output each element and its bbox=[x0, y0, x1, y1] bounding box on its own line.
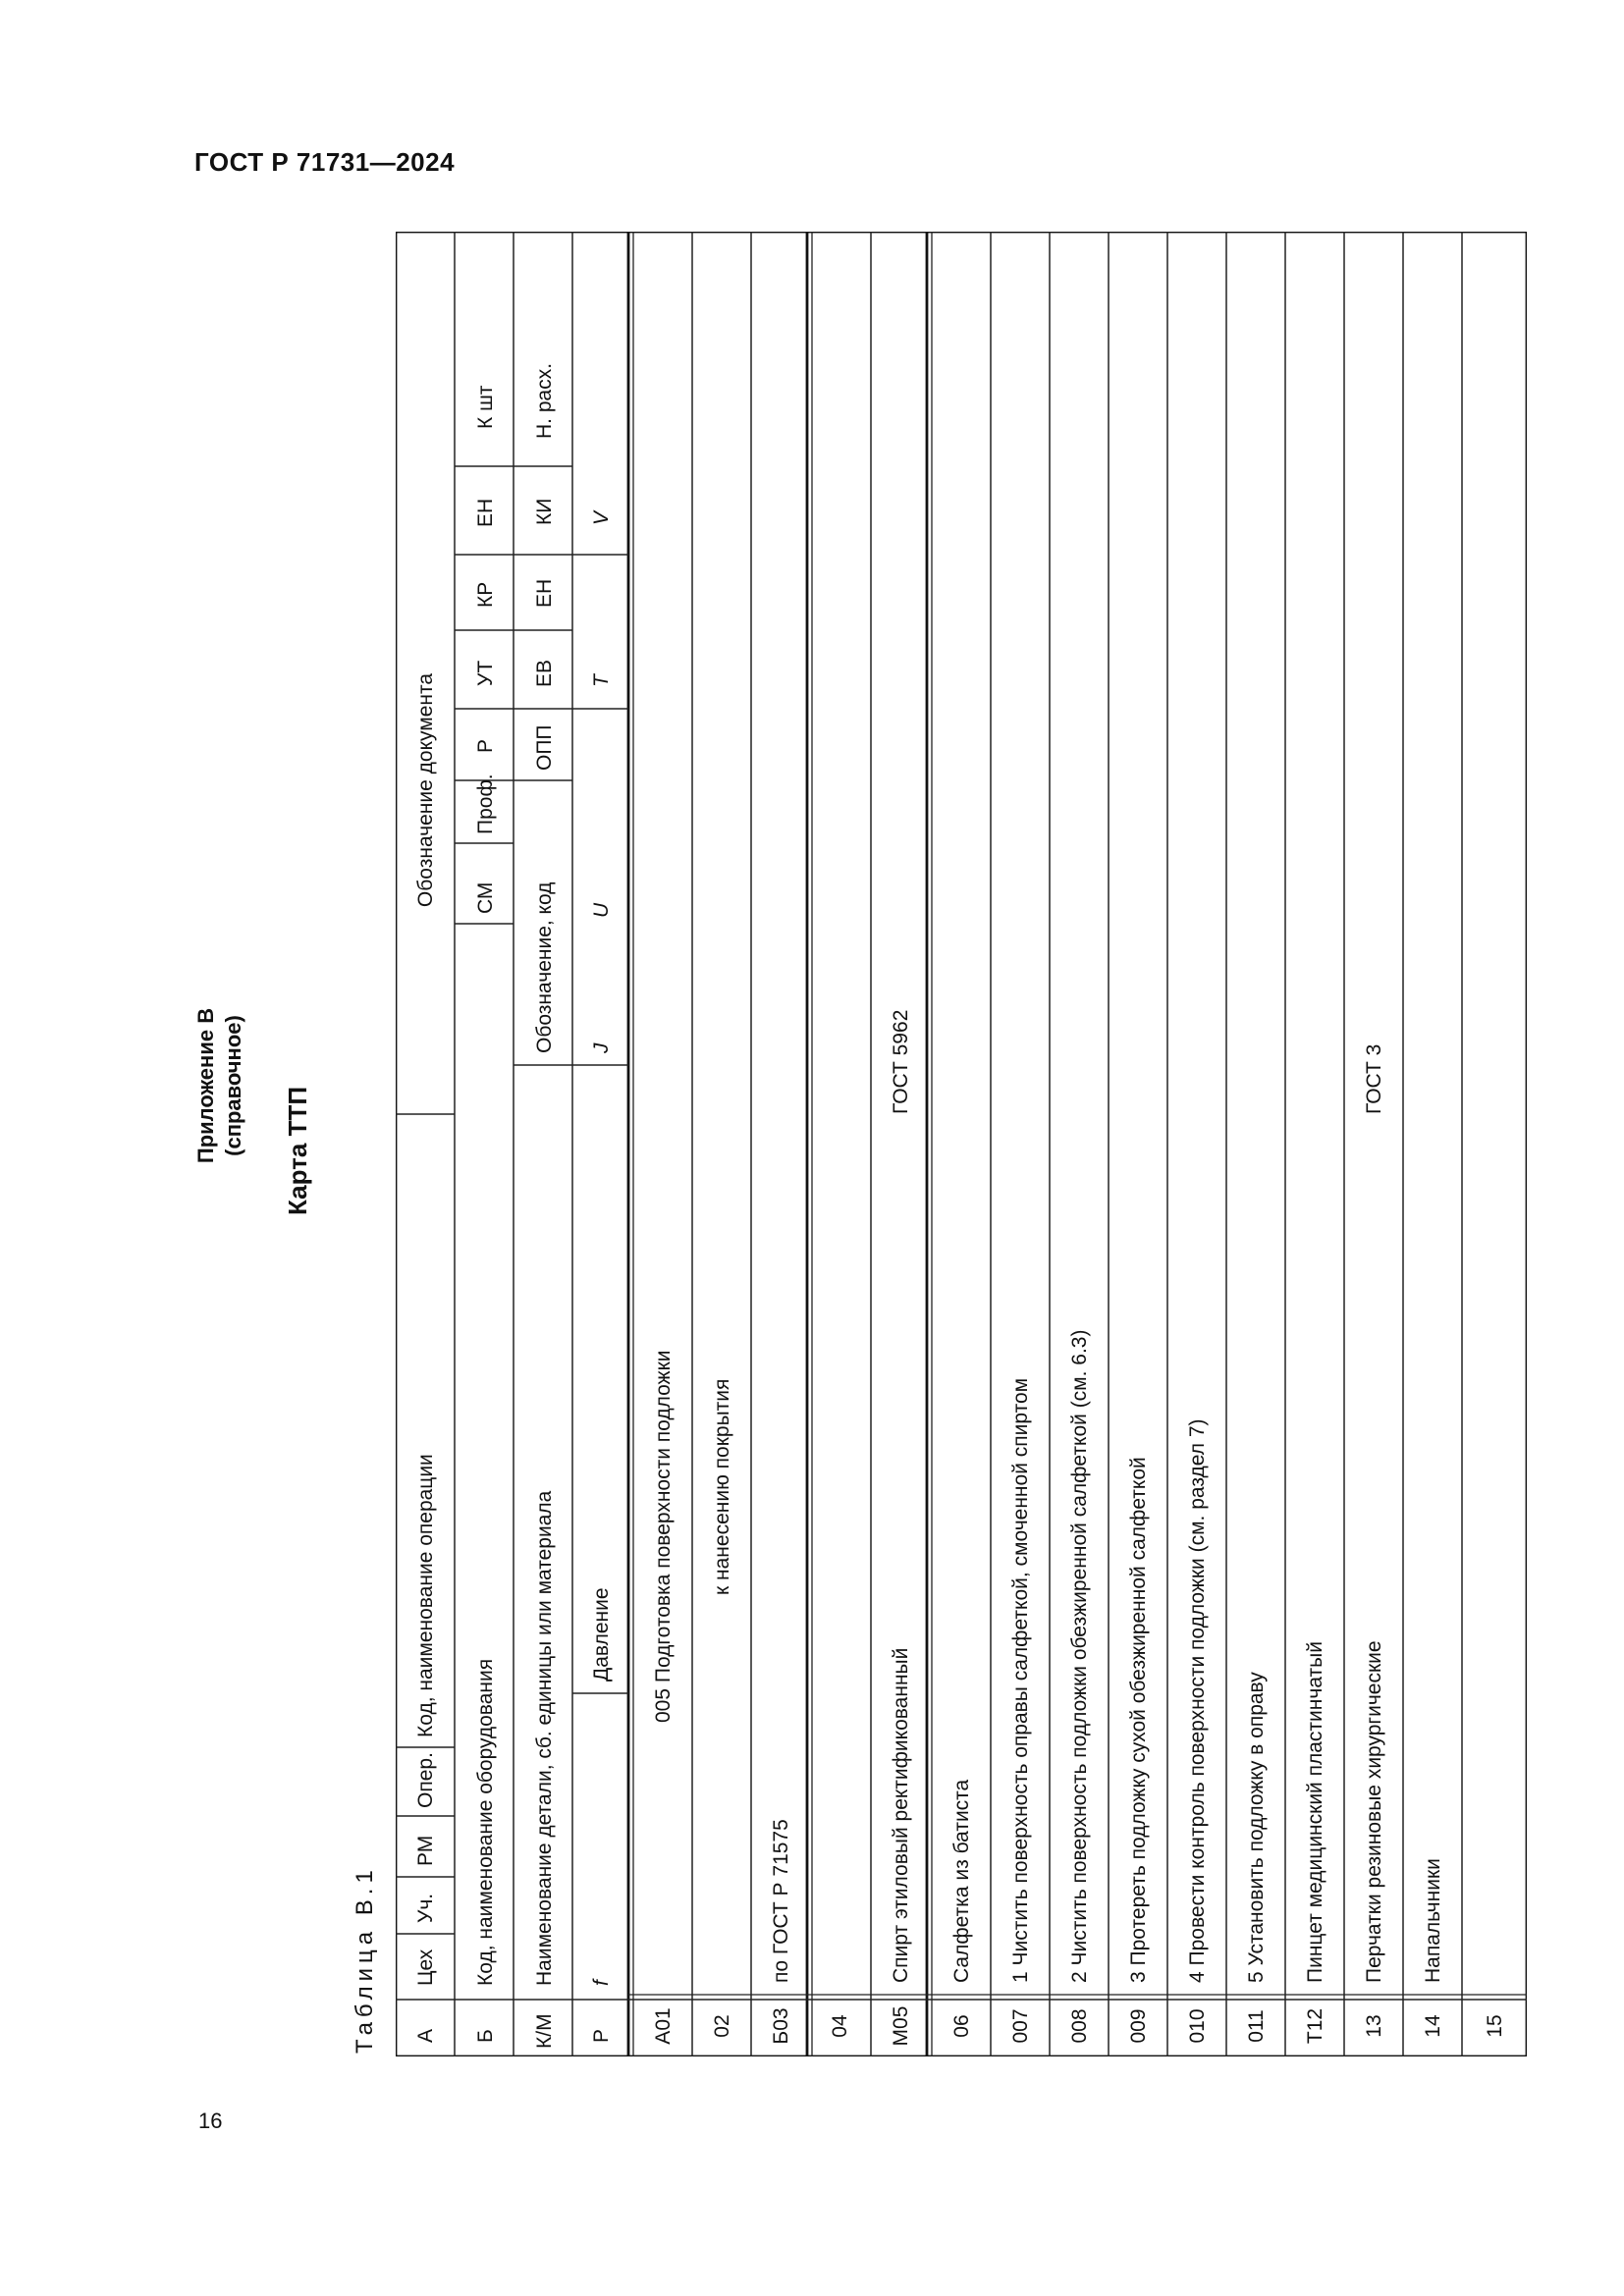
table-row bbox=[1484, 2014, 1506, 2037]
row-text: 3 Протереть подложку сухой обезжиренной салфеткой bbox=[1127, 1457, 1150, 1983]
row-code: 007 bbox=[1009, 2008, 1032, 2044]
header-t: T bbox=[590, 674, 613, 687]
row-code: 010 bbox=[1186, 2008, 1209, 2044]
row-code: 02 bbox=[711, 2014, 733, 2038]
header-ut: УТ bbox=[474, 660, 497, 686]
header-prof: Проф. bbox=[474, 774, 497, 834]
row-code-p: Р bbox=[590, 2028, 613, 2043]
header-operation: Опер. bbox=[414, 1752, 437, 1808]
header-document-designation: Обозначение документа bbox=[414, 672, 437, 908]
row-text: Пинцет медицинский пластинчатый bbox=[1304, 1641, 1326, 1983]
header-n-rask: Н. расх. bbox=[533, 362, 556, 439]
row-code-b: Б bbox=[474, 2029, 497, 2043]
table-row bbox=[711, 1379, 733, 2038]
header-workshop: Цех bbox=[414, 1949, 437, 1986]
header-workplace: РМ bbox=[414, 1835, 437, 1866]
row-text: Перчатки резиновые хирургические bbox=[1363, 1640, 1385, 1983]
header-v: V bbox=[590, 510, 613, 525]
table-row bbox=[1068, 1330, 1091, 2044]
table-row bbox=[1422, 1858, 1444, 2038]
table-row bbox=[1363, 1044, 1385, 2038]
table-row bbox=[1186, 1418, 1209, 2043]
page-number: 16 bbox=[198, 2109, 223, 2133]
header-ev: ЕВ bbox=[533, 659, 556, 687]
row-code-km: К/М bbox=[533, 2013, 556, 2049]
row-text: 4 Провести контроль поверхности подложки (см. раздел 7) bbox=[1186, 1418, 1209, 1983]
header-section: Уч. bbox=[414, 1893, 437, 1923]
header-en: ЕН bbox=[474, 498, 497, 527]
row-code: М05 bbox=[890, 2005, 912, 2047]
row-text: по ГОСТ Р 71575 bbox=[770, 1819, 792, 1983]
header-opp: ОПП bbox=[533, 724, 556, 771]
header-u: U bbox=[590, 902, 613, 918]
row-code: Т12 bbox=[1304, 2007, 1326, 2045]
header-k-sht: К шт bbox=[474, 385, 497, 429]
row-text: 5 Установить подложку в оправу bbox=[1245, 1672, 1268, 1983]
header-sm: СМ bbox=[474, 881, 497, 914]
appendix-note: (справочное) bbox=[221, 1015, 245, 1156]
appendix-title: Приложение В bbox=[193, 1007, 218, 1164]
row-code-a: А bbox=[414, 2028, 437, 2043]
row-text: 005 Подготовка поверхности подложки bbox=[652, 1350, 675, 1723]
row-text: Спирт этиловый ректификованный bbox=[890, 1647, 912, 1983]
header-j: J bbox=[590, 1042, 613, 1053]
table-row bbox=[1009, 1378, 1032, 2044]
header-designation-code: Обозначение, код bbox=[533, 881, 556, 1053]
row-code: А01 bbox=[652, 2007, 675, 2045]
document-code-header: ГОСТ Р 71731—2024 bbox=[194, 147, 456, 177]
row-text: 1 Чистить поверхность оправы салфеткой, смоченной спиртом bbox=[1009, 1377, 1032, 1983]
table-row bbox=[890, 1010, 912, 2047]
row-code: 14 bbox=[1422, 2014, 1444, 2038]
row-text: Салфетка из батиста bbox=[950, 1779, 973, 1983]
table-row bbox=[1127, 1457, 1150, 2043]
table-row bbox=[1304, 1641, 1326, 2044]
table-row bbox=[829, 2014, 851, 2038]
header-equipment: Код, наименование оборудования bbox=[474, 1658, 497, 1986]
row-code: 04 bbox=[829, 2014, 851, 2038]
row-code: 13 bbox=[1363, 2014, 1385, 2038]
header-pressure: Давление bbox=[590, 1587, 613, 1682]
row-code: 06 bbox=[950, 2014, 973, 2038]
table-row bbox=[770, 1819, 792, 2044]
table-label: Таблица В.1 bbox=[352, 1865, 378, 2054]
row-ref: ГОСТ 5962 bbox=[890, 1009, 912, 1114]
header-en-2: ЕН bbox=[533, 578, 556, 608]
row-code: 011 bbox=[1245, 2009, 1268, 2043]
header-ki: КИ bbox=[533, 498, 556, 525]
row-code: 008 bbox=[1068, 2008, 1091, 2044]
header-operation-name: Код, наименование операции bbox=[414, 1454, 437, 1737]
row-text: к нанесению покрытия bbox=[711, 1378, 733, 1595]
header-part-name: Наименование детали, сб. единицы или материала bbox=[533, 1490, 556, 1986]
row-code: Б03 bbox=[770, 2007, 792, 2045]
ttp-table-body bbox=[396, 232, 1527, 2056]
row-text: Напальчники bbox=[1422, 1858, 1444, 1983]
header-f: f bbox=[590, 1980, 613, 1986]
header-kr: КР bbox=[474, 581, 497, 608]
row-ref: ГОСТ 3 bbox=[1363, 1043, 1385, 1114]
row-code: 15 bbox=[1484, 2014, 1506, 2038]
ttp-card-table bbox=[396, 232, 1527, 2056]
header-r: Р bbox=[474, 738, 497, 753]
table-row bbox=[652, 1350, 675, 2044]
table-row bbox=[1245, 1672, 1268, 2043]
table-row bbox=[950, 1779, 973, 2037]
row-text: 2 Чистить поверхность подложки обезжиренной салфеткой (см. 6.3) bbox=[1068, 1329, 1091, 1983]
card-title: Карта ТТП bbox=[283, 1086, 312, 1215]
appendix-heading bbox=[192, 938, 275, 1233]
row-code: 009 bbox=[1127, 2008, 1150, 2044]
